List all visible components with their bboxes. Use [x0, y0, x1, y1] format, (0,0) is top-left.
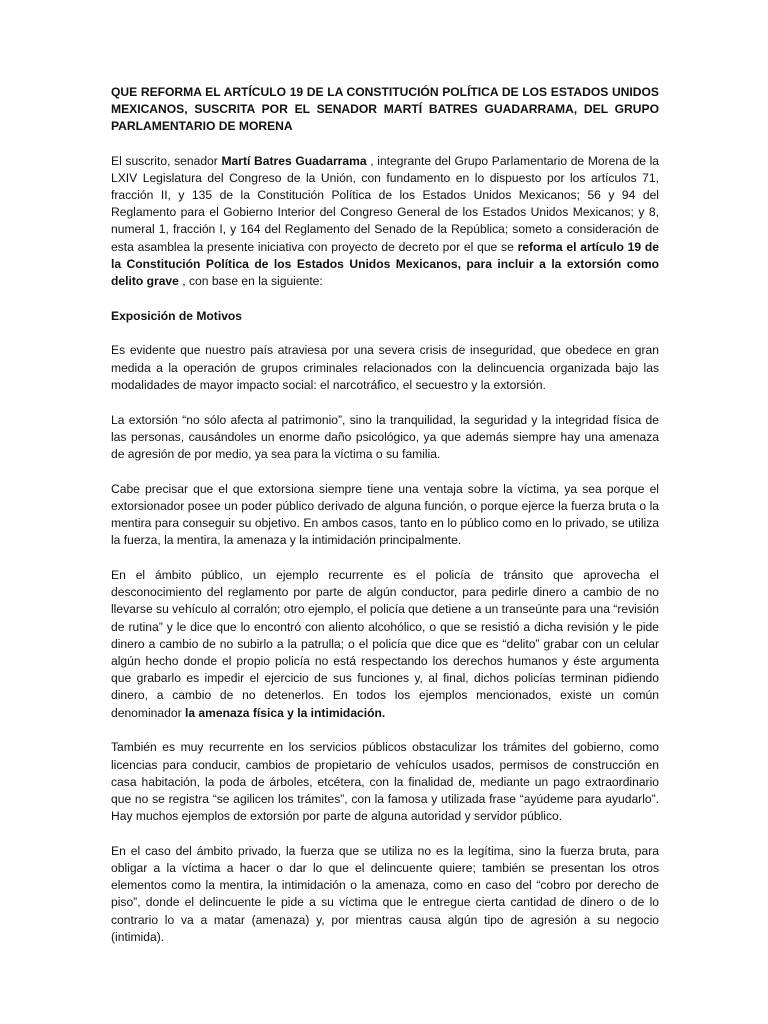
intro-paragraph	[111, 153, 659, 291]
paragraph-3: Cabe precisar que el que extorsiona siempre tiene una ventaja sobre la víctima, ya sea porque el extorsionador posee un poder público derivado de alguna función, o porque ejerce la fuerza bruta o la mentira para conseguir su objetivo. En ambos casos, tanto en lo público como en lo privado, se utiliza la fuerza, la mentira, la amenaza y la intimidación principalmente.	[111, 481, 659, 548]
paragraph-5: También es muy recurrente en los servicios públicos obstaculizar los trámites del gobierno, como licencias para conducir, cambios de propietario de vehículos usados, permisos de construcción en casa habitación, la poda de árboles, etcétera, con la finalidad de, mediante un pago extraordinario que no se registra “se agilicen los trámites”, con la famosa y utilizada frase “ayúdeme para ayudarlo”. Hay muchos ejemplos de extorsión por parte de alguna autoridad y servidor público.	[111, 740, 659, 824]
intro-text-1: El suscrito, senador	[111, 153, 222, 168]
intro-text-3: , con base en la siguiente:	[178, 274, 323, 289]
intro-text-2: , integrante del Grupo Parlamentario de Morena de la LXIV Legislatura del Congreso de la Unión, con fundamento en lo dispuesto por los artículos 71, fracción II, y 135 de la Constitución Política de los Estados Unidos Mexicanos; 56 y 94 del Reglamento para el Gobierno Interior del Congreso General de los Estados Unidos Mexicanos; y 8, numeral 1, fracción I, y 164 del Reglamento del Senado de la República; someto a consideración de esta asamblea la presente iniciativa con proyecto de decreto por el que se	[111, 153, 659, 254]
senator-name: Martí Batres Guadarrama	[221, 153, 367, 168]
paragraph-2: La extorsión “no sólo afecta al patrimonio”, sino la tranquilidad, la seguridad y la integridad física de las personas, causándoles un enorme daño psicológico, ya que además siempre hay una amenaza de agresión de por medio, ya sea para la víctima o su familia.	[111, 412, 659, 461]
paragraph-1: Es evidente que nuestro país atraviesa por una severa crisis de inseguridad, que obedece en gran medida a la operación de grupos criminales relacionados con la delincuencia organizada bajo las modalidades de mayor impacto social: el narcotráfico, el secuestro y la extorsión.	[111, 343, 659, 392]
section-heading: Exposición de Motivos	[111, 308, 243, 323]
document-page	[111, 84, 659, 964]
paragraph-6: En el caso del ámbito privado, la fuerza que se utiliza no es la legítima, sino la fuerza bruta, para obligar a la víctima a hacer o dar lo que el delincuente quiere; también se presentan los otros elementos como la mentira, la intimidación o la amenaza, como en caso del “cobro por derecho de piso”, donde el delincuente le pide a su víctima que le entregue cierta cantidad de dinero o de lo contrario lo va a matar (amenaza) y, por mientras causa algún tipo de agresión a su negocio (intimida).	[111, 843, 659, 944]
paragraph-4-bold: la amenaza física y la intimidación.	[184, 705, 386, 720]
reform-statement: reforma el artículo 19 de la Constitución Política de los Estados Unidos Mexicanos, para incluir a la extorsión como delito grave	[111, 239, 659, 289]
paragraph-4-text: En el ámbito público, un ejemplo recurrente es el policía de tránsito que aprovecha el desconocimiento del reglamento por parte de algún conductor, para pedirle dinero a cambio de no llevarse su vehículo al corralón; otro ejemplo, el policía que detiene a un transeúnte para una “revisión de rutina” y le dice que lo encontró con aliento alcohólico, o que se resistió a dicha revisión y le pide dinero a cambio de no subirlo a la patrulla; o el policía que dice que es “delito” grabar con un celular algún hecho donde el propio policía no está respectando los derechos humanos y éste argumenta que grabarlo es impedir el ejercicio de sus funciones y, al final, dichos policías terminan pidiendo dinero, a cambio de no detenerlos. En todos los ejemplos mencionados, existe un común denominador	[111, 567, 659, 720]
document-title: QUE REFORMA EL ARTÍCULO 19 DE LA CONSTITUCIÓN POLÍTICA DE LOS ESTADOS UNIDOS MEXICANOS, SUSCRITA POR EL SENADOR MARTÍ BATRES GUADARRAMA, DEL GRUPO PARLAMENTARIO DE MORENA	[111, 85, 659, 134]
paragraph-4	[111, 567, 659, 722]
